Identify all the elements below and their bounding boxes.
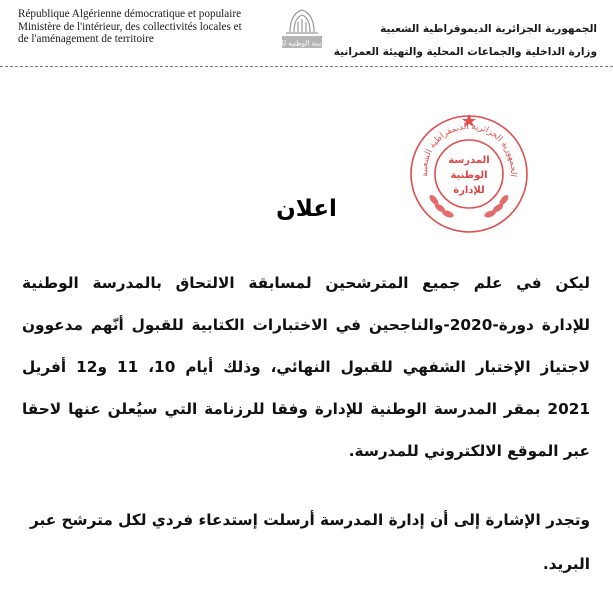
header-divider bbox=[0, 66, 613, 67]
announcement-note bbox=[22, 498, 590, 586]
header-arabic-line-2: وزارة الداخلية والجماعات المحلية والتهيئة العمرانية bbox=[333, 46, 597, 58]
announcement-title: اعلان bbox=[276, 196, 337, 222]
header-arabic bbox=[333, 18, 597, 64]
body-line-2: للإدارة دورة-2020-والناجحين في الاختبارات الكتابية للقبول أنّهم مدعوون bbox=[22, 316, 590, 334]
announcement-body bbox=[22, 262, 590, 472]
header-french-line-2: Ministère de l'intérieur, des collectivités locales et bbox=[18, 20, 242, 33]
header-french-line-3: de l'aménagement de territoire bbox=[18, 33, 154, 45]
note-line-1: وتجدر الإشارة إلى أن إدارة المدرسة أرسلت إستدعاء فردي لكل مترشح عبر bbox=[29, 511, 590, 529]
header-arabic-line-1: الجمهورية الجزائرية الديموقراطية الشعبية bbox=[380, 23, 597, 35]
header-french-line-1: République Algérienne démocratique et populaire bbox=[18, 8, 242, 20]
body-line-1: ليكن في علم جميع المترشحين لمسابقة الالتحاق بالمدرسة الوطنية bbox=[22, 274, 590, 292]
school-logo-icon bbox=[267, 2, 337, 54]
body-line-3: لاجتياز الإختبار الشفهي للقبول النهائي، وذلك أيام 10، 11 و12 أفريل bbox=[22, 358, 590, 376]
note-line-2: البريد. bbox=[542, 555, 590, 573]
seal-center-line-3: للإدارة bbox=[453, 185, 485, 196]
body-line-4: 2021 بمقر المدرسة الوطنية للإدارة وفقا للرزنامة التي سيُعلن عنها لاحقا bbox=[22, 400, 590, 418]
seal-ring-text: الجمهورية الجزائرية الديمقراطية الشعبية bbox=[419, 121, 519, 178]
seal-center-line-2: الوطنية bbox=[450, 170, 488, 181]
school-logo-text: المدرسة الوطنية للإدارة bbox=[267, 39, 337, 48]
seal-center-line-1: المدرسة bbox=[448, 155, 490, 166]
body-line-5: عبر الموقع الالكتروني للمدرسة. bbox=[348, 442, 590, 460]
header-french bbox=[18, 8, 268, 46]
